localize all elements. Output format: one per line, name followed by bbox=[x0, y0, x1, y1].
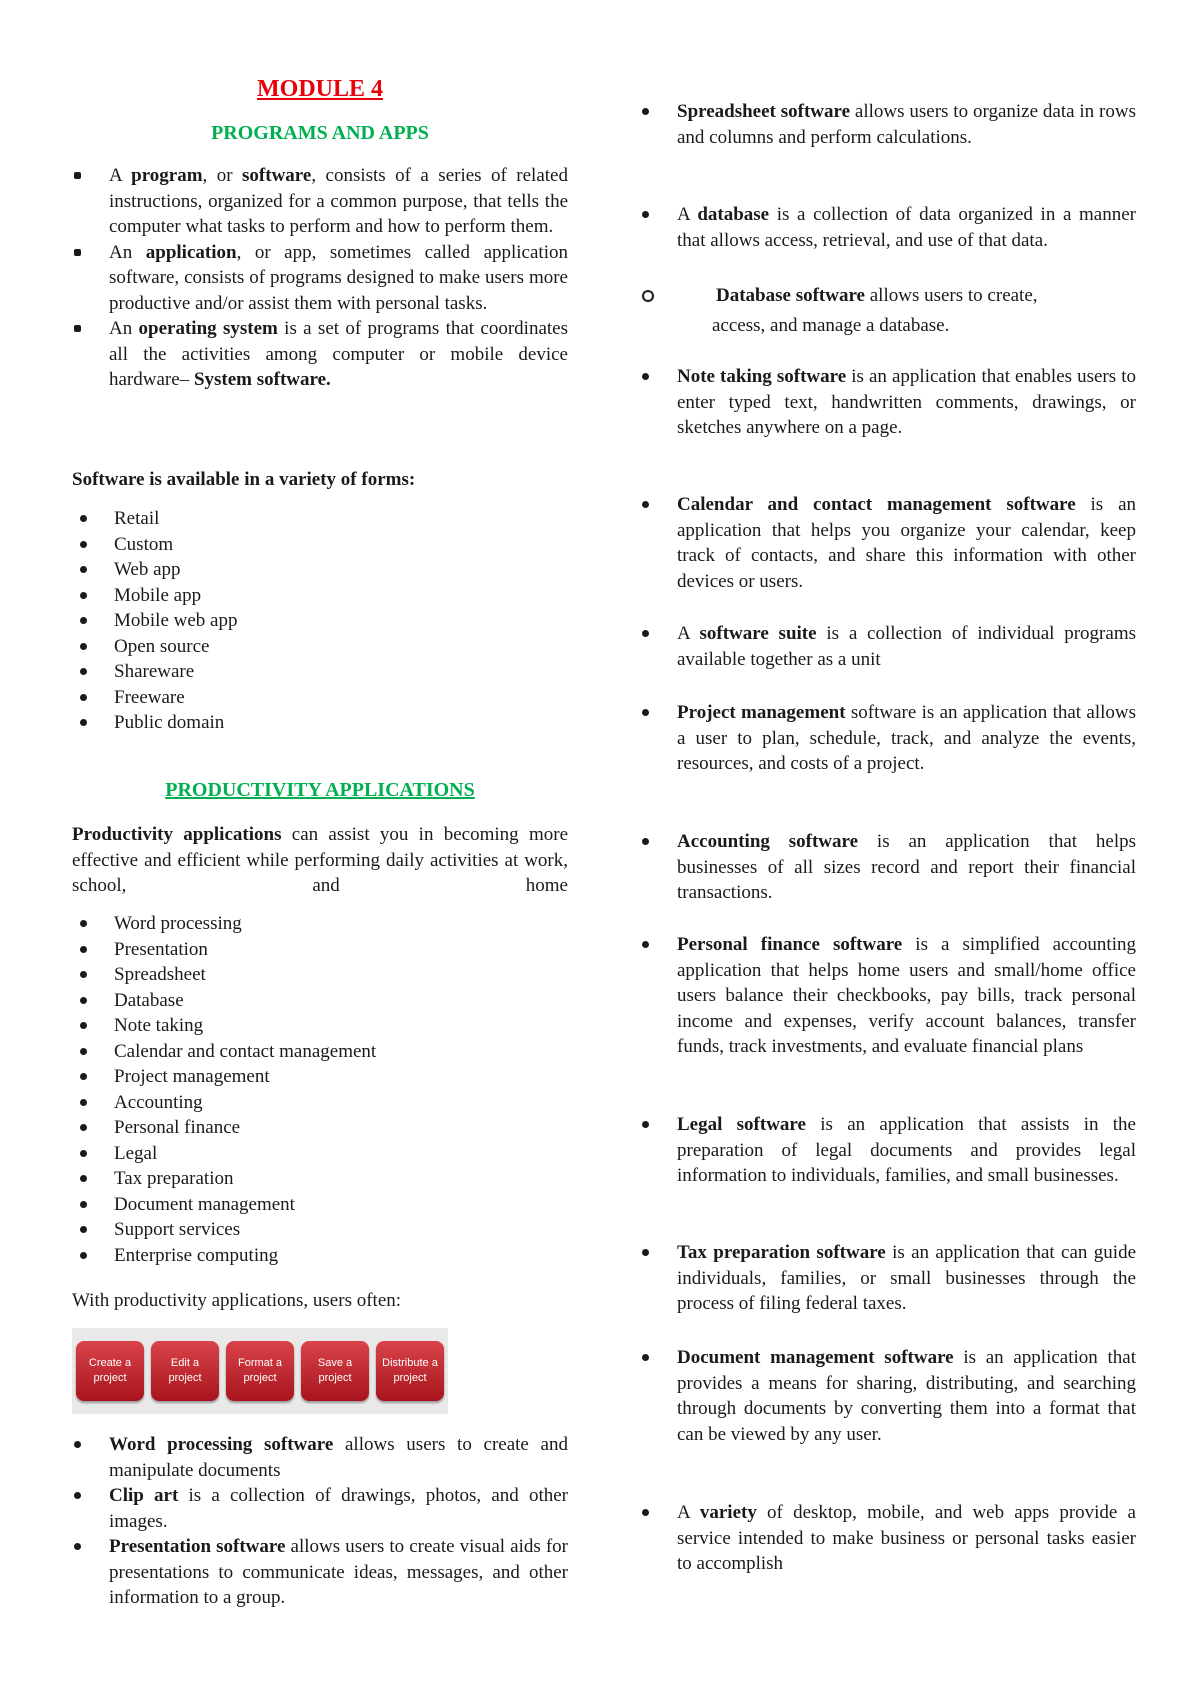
module-title: MODULE 4 bbox=[257, 76, 383, 102]
list-item: Calendar and contact management bbox=[72, 1039, 568, 1065]
right-list-personal bbox=[640, 932, 1136, 1060]
list-item: An operating system is a set of programs that coordinates all the activities among computer or mobile device hardware– System software. bbox=[72, 316, 568, 393]
list-item: Accounting software is an application that helps businesses of all sizes record and report their financial transactions. bbox=[640, 829, 1136, 906]
process-step: Distribute a project bbox=[376, 1341, 444, 1401]
list-item: Support services bbox=[72, 1217, 568, 1243]
forms-heading: Software is available in a variety of forms: bbox=[72, 469, 416, 490]
list-item: Open source bbox=[72, 634, 568, 660]
right-list-spreadsheet bbox=[640, 99, 1136, 150]
right-list-legal bbox=[640, 1112, 1136, 1189]
list-item: Tax preparation bbox=[72, 1166, 568, 1192]
process-step: Create a project bbox=[76, 1341, 144, 1401]
process-step: Format a project bbox=[226, 1341, 294, 1401]
right-list-suite bbox=[640, 621, 1136, 672]
process-step: Edit a project bbox=[151, 1341, 219, 1401]
list-item: Accounting bbox=[72, 1090, 568, 1116]
list-item: Freeware bbox=[72, 685, 568, 711]
list-item: Presentation bbox=[72, 937, 568, 963]
right-list-variety bbox=[640, 1500, 1136, 1577]
list-item: A database is a collection of data organized in a manner that allows access, retrieval, and use of that data. bbox=[640, 202, 1136, 253]
list-item: Presentation software allows users to create visual aids for presentations to communicate ideas, messages, and other information to a group. bbox=[72, 1534, 568, 1611]
list-item: Shareware bbox=[72, 659, 568, 685]
section-title-programs-apps: PROGRAMS AND APPS bbox=[211, 122, 429, 144]
right-list-docmgmt bbox=[640, 1345, 1136, 1447]
list-item: Custom bbox=[72, 532, 568, 558]
list-item: Legal software is an application that assists in the preparation of legal documents and provides legal information to individuals, families, and small businesses. bbox=[640, 1112, 1136, 1189]
list-item: A program, or software, consists of a series of related instructions, organized for a common purpose, that tells the computer what tasks to perform and how to perform them. bbox=[72, 163, 568, 240]
right-list-accounting bbox=[640, 829, 1136, 906]
list-item: Note taking bbox=[72, 1013, 568, 1039]
list-item: Database software allows users to create, access, and manage a database. bbox=[640, 283, 1136, 338]
list-item: Word processing software allows users to create and manipulate documents bbox=[72, 1432, 568, 1483]
list-item: Spreadsheet bbox=[72, 962, 568, 988]
list-item: Document management software is an application that provides a means for sharing, distributing, and searching through documents by converting them into a format that can be viewed by any user. bbox=[640, 1345, 1136, 1447]
list-item: Database bbox=[72, 988, 568, 1014]
left-bottom-list bbox=[72, 1432, 568, 1611]
right-list-database bbox=[640, 202, 1136, 253]
right-list-calendar bbox=[640, 492, 1136, 594]
list-item: Legal bbox=[72, 1141, 568, 1167]
list-item: Enterprise computing bbox=[72, 1243, 568, 1269]
list-item: Document management bbox=[72, 1192, 568, 1218]
list-item: Mobile web app bbox=[72, 608, 568, 634]
list-item: Clip art is a collection of drawings, photos, and other images. bbox=[72, 1483, 568, 1534]
database-sub-list bbox=[640, 283, 1136, 338]
list-item: An application, or app, sometimes called application software, consists of programs designed to make users more productive and/or assist them with personal tasks. bbox=[72, 240, 568, 317]
forms-list bbox=[72, 506, 568, 736]
right-list-project bbox=[640, 700, 1136, 777]
list-item: A software suite is a collection of individual programs available together as a unit bbox=[640, 621, 1136, 672]
users-often-text: With productivity applications, users often: bbox=[72, 1290, 402, 1311]
list-item: Retail bbox=[72, 506, 568, 532]
list-item: Project management bbox=[72, 1064, 568, 1090]
list-item: Word processing bbox=[72, 911, 568, 937]
productivity-list bbox=[72, 911, 568, 1268]
right-list-note bbox=[640, 364, 1136, 441]
list-item: Calendar and contact management software is an application that helps you organize your calendar, keep track of contacts, and share this information with other devices or users. bbox=[640, 492, 1136, 594]
process-step: Save a project bbox=[301, 1341, 369, 1401]
process-graphic bbox=[72, 1328, 448, 1414]
right-list-tax bbox=[640, 1240, 1136, 1317]
section-title-productivity: PRODUCTIVITY APPLICATIONS bbox=[165, 779, 475, 801]
list-item: Spreadsheet software allows users to organize data in rows and columns and perform calculations. bbox=[640, 99, 1136, 150]
definitions-list bbox=[72, 163, 568, 393]
list-item: Web app bbox=[72, 557, 568, 583]
productivity-intro: Productivity applications can assist you in becoming more effective and efficient while performing daily activities at work, school, and home bbox=[72, 824, 569, 896]
list-item: Personal finance software is a simplified accounting application that helps home users and small/home office users balance their checkbooks, pay bills, track personal income and expenses, verify account balances, transfer funds, track investments, and evaluate financial plans bbox=[640, 932, 1136, 1060]
list-item: A variety of desktop, mobile, and web apps provide a service intended to make business or personal tasks easier to accomplish bbox=[640, 1500, 1136, 1577]
list-item: Public domain bbox=[72, 710, 568, 736]
list-item: Personal finance bbox=[72, 1115, 568, 1141]
list-item: Note taking software is an application that enables users to enter typed text, handwritten comments, drawings, or sketches anywhere on a page. bbox=[640, 364, 1136, 441]
list-item: Project management software is an application that allows a user to plan, schedule, track, and analyze the events, resources, and costs of a project. bbox=[640, 700, 1136, 777]
list-item: Tax preparation software is an application that can guide individuals, families, or small businesses through the process of filing federal taxes. bbox=[640, 1240, 1136, 1317]
list-item: Mobile app bbox=[72, 583, 568, 609]
